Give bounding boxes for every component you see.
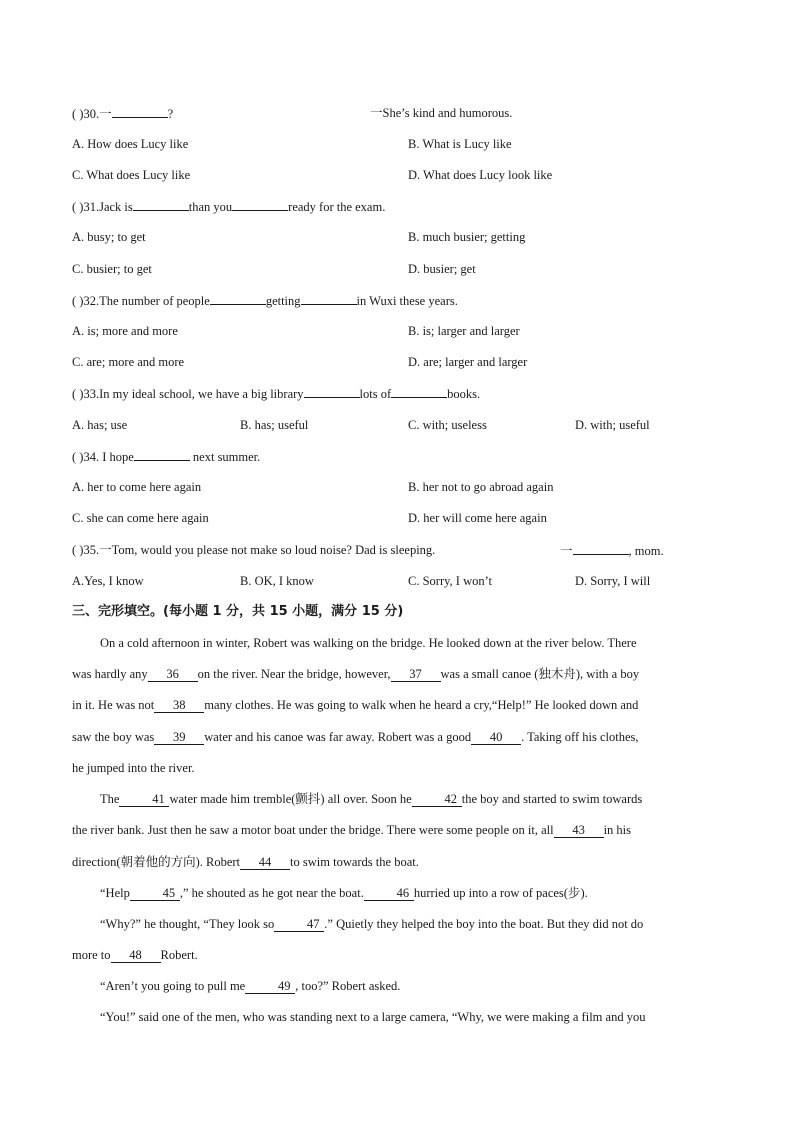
- option-d: D. busier; get: [408, 262, 476, 276]
- cloze-blank-47[interactable]: 47: [274, 917, 324, 932]
- option-c: C. What does Lucy like: [72, 168, 191, 182]
- question-30-options-row-2: [72, 165, 722, 185]
- cloze-blank-38[interactable]: 38: [154, 698, 204, 713]
- answer-blank[interactable]: [112, 103, 168, 118]
- option-d: D. with; useful: [575, 418, 650, 432]
- question-34-options-row-2: [72, 508, 722, 528]
- answer-blank[interactable]: [210, 290, 266, 305]
- option-c: C. she can come here again: [72, 511, 209, 525]
- cloze-blank-36[interactable]: 36: [148, 667, 198, 682]
- question-35-response: 一 , mom.: [560, 540, 664, 561]
- question-34: [72, 446, 722, 466]
- question-30-stem: ( )30.一 ?: [72, 103, 173, 124]
- option-a: A. has; use: [72, 418, 128, 432]
- question-33: [72, 383, 722, 403]
- option-c: C. with; useless: [408, 418, 487, 432]
- option-c: C. busier; to get: [72, 262, 152, 276]
- question-31-options-row-1: [72, 227, 722, 247]
- passage-line: The 41 water made him tremble(颤抖) all over. Soon he 42 the boy and started to swim towards: [100, 792, 643, 806]
- question-32-stem: ( )32.The number of people getting in Wuxi these years.: [72, 290, 458, 311]
- question-32: [72, 290, 722, 310]
- question-35: [72, 540, 722, 560]
- answer-blank[interactable]: [232, 196, 288, 211]
- answer-blank[interactable]: [134, 446, 190, 461]
- cloze-blank-49[interactable]: 49: [245, 979, 295, 994]
- question-33-stem: ( )33.In my ideal school, we have a big library lots of books.: [72, 383, 480, 404]
- option-c: C. are; more and more: [72, 355, 185, 369]
- passage-line: more to 48 Robert.: [72, 948, 198, 962]
- passage-line: in it. He was not 38 many clothes. He was going to walk when he heard a cry,“Help!” He looked down and: [72, 698, 639, 712]
- passage-line: On a cold afternoon in winter, Robert was walking on the bridge. He looked down at the river below. There: [100, 636, 637, 650]
- cloze-blank-42[interactable]: 42: [412, 792, 462, 807]
- cloze-blank-48[interactable]: 48: [111, 948, 161, 963]
- option-a: A. her to come here again: [72, 480, 202, 494]
- question-30: [72, 103, 722, 123]
- question-32-options-row-1: [72, 321, 722, 341]
- answer-blank[interactable]: [301, 290, 357, 305]
- answer-blank[interactable]: [391, 383, 447, 398]
- passage-line: “Help 45 ,” he shouted as he got near the boat. 46 hurried up into a row of paces(步).: [100, 886, 588, 900]
- passage-line: “Why?” he thought, “They look so 47 .” Quietly they helped the boy into the boat. But they did not do: [100, 917, 644, 931]
- passage-line: saw the boy was 39 water and his canoe was far away. Robert was a good 40 . Taking off his clothes,: [72, 730, 639, 744]
- cloze-blank-39[interactable]: 39: [154, 730, 204, 745]
- question-31-options-row-2: [72, 259, 722, 279]
- option-c: C. Sorry, I won’t: [408, 574, 493, 588]
- cloze-blank-40[interactable]: 40: [471, 730, 521, 745]
- question-31: [72, 196, 722, 216]
- cloze-blank-41[interactable]: 41: [119, 792, 169, 807]
- option-b: B. What is Lucy like: [408, 137, 512, 151]
- answer-blank[interactable]: [133, 196, 189, 211]
- option-b: B. has; useful: [240, 418, 309, 432]
- option-d: D. What does Lucy look like: [408, 168, 553, 182]
- cloze-blank-45[interactable]: 45: [130, 886, 180, 901]
- question-35-options: [72, 571, 722, 591]
- passage-line: direction(朝着他的方向). Robert 44 to swim towards the boat.: [72, 855, 419, 869]
- question-32-options-row-2: [72, 352, 722, 372]
- option-b: B. her not to go abroad again: [408, 480, 554, 494]
- cloze-blank-43[interactable]: 43: [554, 823, 604, 838]
- option-d: D. Sorry, I will: [575, 574, 651, 588]
- section-title-cloze: 三、完形填空。(每小题 1 分，共 15 小题，满分 15 分): [72, 604, 404, 619]
- option-a: A. How does Lucy like: [72, 137, 189, 151]
- answer-blank[interactable]: [573, 540, 629, 555]
- passage-line: “Aren’t you going to pull me 49 , too?” Robert asked.: [100, 979, 401, 993]
- cloze-blank-46[interactable]: 46: [364, 886, 414, 901]
- option-b: B. OK, I know: [240, 574, 314, 588]
- passage-line: the river bank. Just then he saw a motor boat under the bridge. There were some people on it, all 43 in his: [72, 823, 632, 837]
- option-b: B. much busier; getting: [408, 230, 526, 244]
- question-33-options: [72, 415, 722, 435]
- passage-line: “You!” said one of the men, who was standing next to a large camera, “Why, we were making a film and you: [100, 1010, 646, 1024]
- option-a: A. busy; to get: [72, 230, 146, 244]
- question-31-stem: ( )31.Jack is than you ready for the exam.: [72, 196, 385, 217]
- question-30-response: 一She’s kind and humorous.: [370, 106, 513, 120]
- question-35-stem: ( )35.一Tom, would you please not make so loud noise? Dad is sleeping.: [72, 543, 436, 557]
- question-34-options-row-1: [72, 477, 722, 497]
- cloze-blank-37[interactable]: 37: [391, 667, 441, 682]
- passage-line: he jumped into the river.: [72, 761, 195, 775]
- question-34-stem: ( )34. I hope next summer.: [72, 446, 260, 467]
- answer-blank[interactable]: [304, 383, 360, 398]
- passage-line: was hardly any 36 on the river. Near the bridge, however, 37 was a small canoe (独木舟), with a boy: [72, 667, 640, 681]
- option-a: A.Yes, I know: [72, 574, 144, 588]
- option-a: A. is; more and more: [72, 324, 178, 338]
- cloze-blank-44[interactable]: 44: [240, 855, 290, 870]
- question-30-options-row-1: [72, 134, 722, 154]
- option-b: B. is; larger and larger: [408, 324, 520, 338]
- option-d: D. are; larger and larger: [408, 355, 528, 369]
- option-d: D. her will come here again: [408, 511, 547, 525]
